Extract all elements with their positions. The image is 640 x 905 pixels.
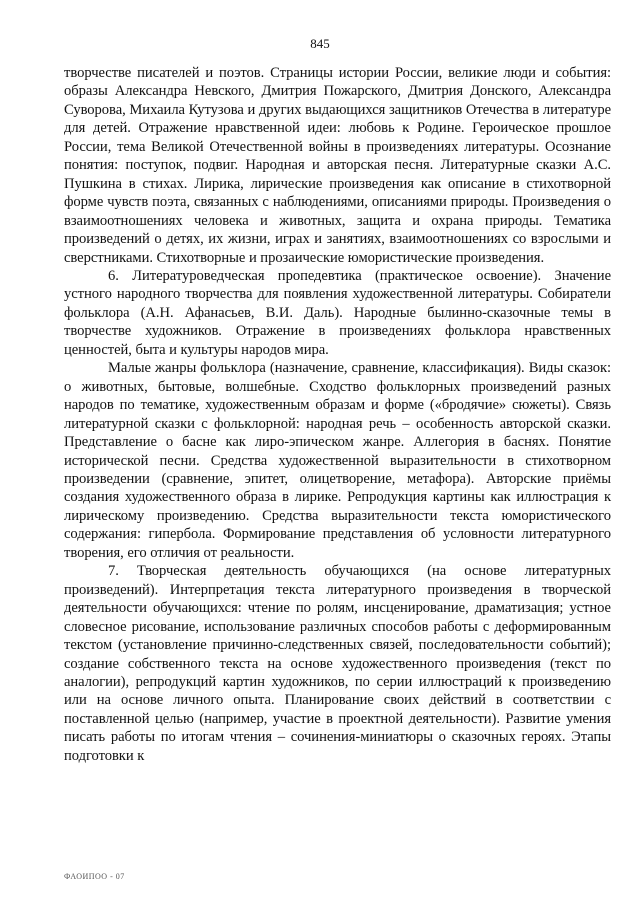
paragraph-folklore-genres: Малые жанры фольклора (назначение, сравнение, классификация). Виды сказок: о животных, бытовые, волшебные. Сходство фольклорных произведений разных народов по тематике, художественным образам и форме («бродячие» сюжеты). Связь литературной сказки с фольклорной: народная речь – особенность авторской сказки. Представление о басне как лиро-эпическом жанре. Аллегория в баснях. Понятие исторической песни. Средства художественной выразительности в стихотворном произведении (сравнение, эпитет, олицетворение, метафора). Авторские приёмы создания художественного образа в лирике. Репродукция картины как иллюстрация к лирическому произведению. Средства выразительности текста юмористического содержания: гипербола. Формирование представления об условности литературного творения, его отличия от реальности. bbox=[64, 360, 611, 561]
page-number: 845 bbox=[310, 36, 330, 51]
paragraph-creative-activity: 7. Творческая деятельность обучающихся (на основе литературных произведений). Интерпретация текста литературного произведения в творческой деятельности обучающихся: чтение по ролям, инсценирование, драматизация; устное словесное рисование, использование различных способов работы с деформированным текстом (установление причинно-следственных связей, последовательности событий); создание собственного текста на основе художественного произведения (текст по аналогии), репродукций картин художников, по серии иллюстраций к произведению или на основе личного опыта. Планирование своих действий в соответствии с поставленной целью (например, участие в проектной деятельности). Развитие умения писать работы по итогам чтения – сочинения-миниатюры о сказочных героях. Этапы подготовки к bbox=[64, 563, 611, 764]
page-footer-code: ФАОИПОО - 07 bbox=[64, 872, 125, 881]
paragraph-literary-propaedeutics: 6. Литературоведческая пропедевтика (практическое освоение). Значение устного народного творчества для появления художественной литературы. Собиратели фольклора (А.Н. Афанасьев, В.И. Даль). Народные былинно-сказочные темы в творчестве художников. Отражение в произведениях фольклора нравственных ценностей, быта и культуры народов мира. bbox=[64, 267, 611, 358]
document-body bbox=[64, 64, 611, 765]
paragraph-continuation: творчестве писателей и поэтов. Страницы истории России, великие люди и события: образы Александра Невского, Дмитрия Пожарского, Дмитрия Донского, Александра Суворова, Михаила Кутузова и других выдающихся защитников Отечества в литературе для детей. Отражение нравственной идеи: любовь к Родине. Героическое прошлое России, тема Великой Отечественной войны в произведениях литературы. Осознание понятия: поступок, подвиг. Народная и авторская песня. Литературные сказки А.С. Пушкина в стихах. Лирика, лирические произведения как описание в стихотворной форме чувств поэта, связанных с наблюдениями, описаниями природы. Произведения о взаимоотношениях человека и животных, защита и охрана природы. Тематика произведений о детях, их жизни, играх и занятиях, взаимоотношениях со взрослыми и сверстниками. Стихотворные и прозаические юмористические произведения. bbox=[64, 65, 611, 266]
